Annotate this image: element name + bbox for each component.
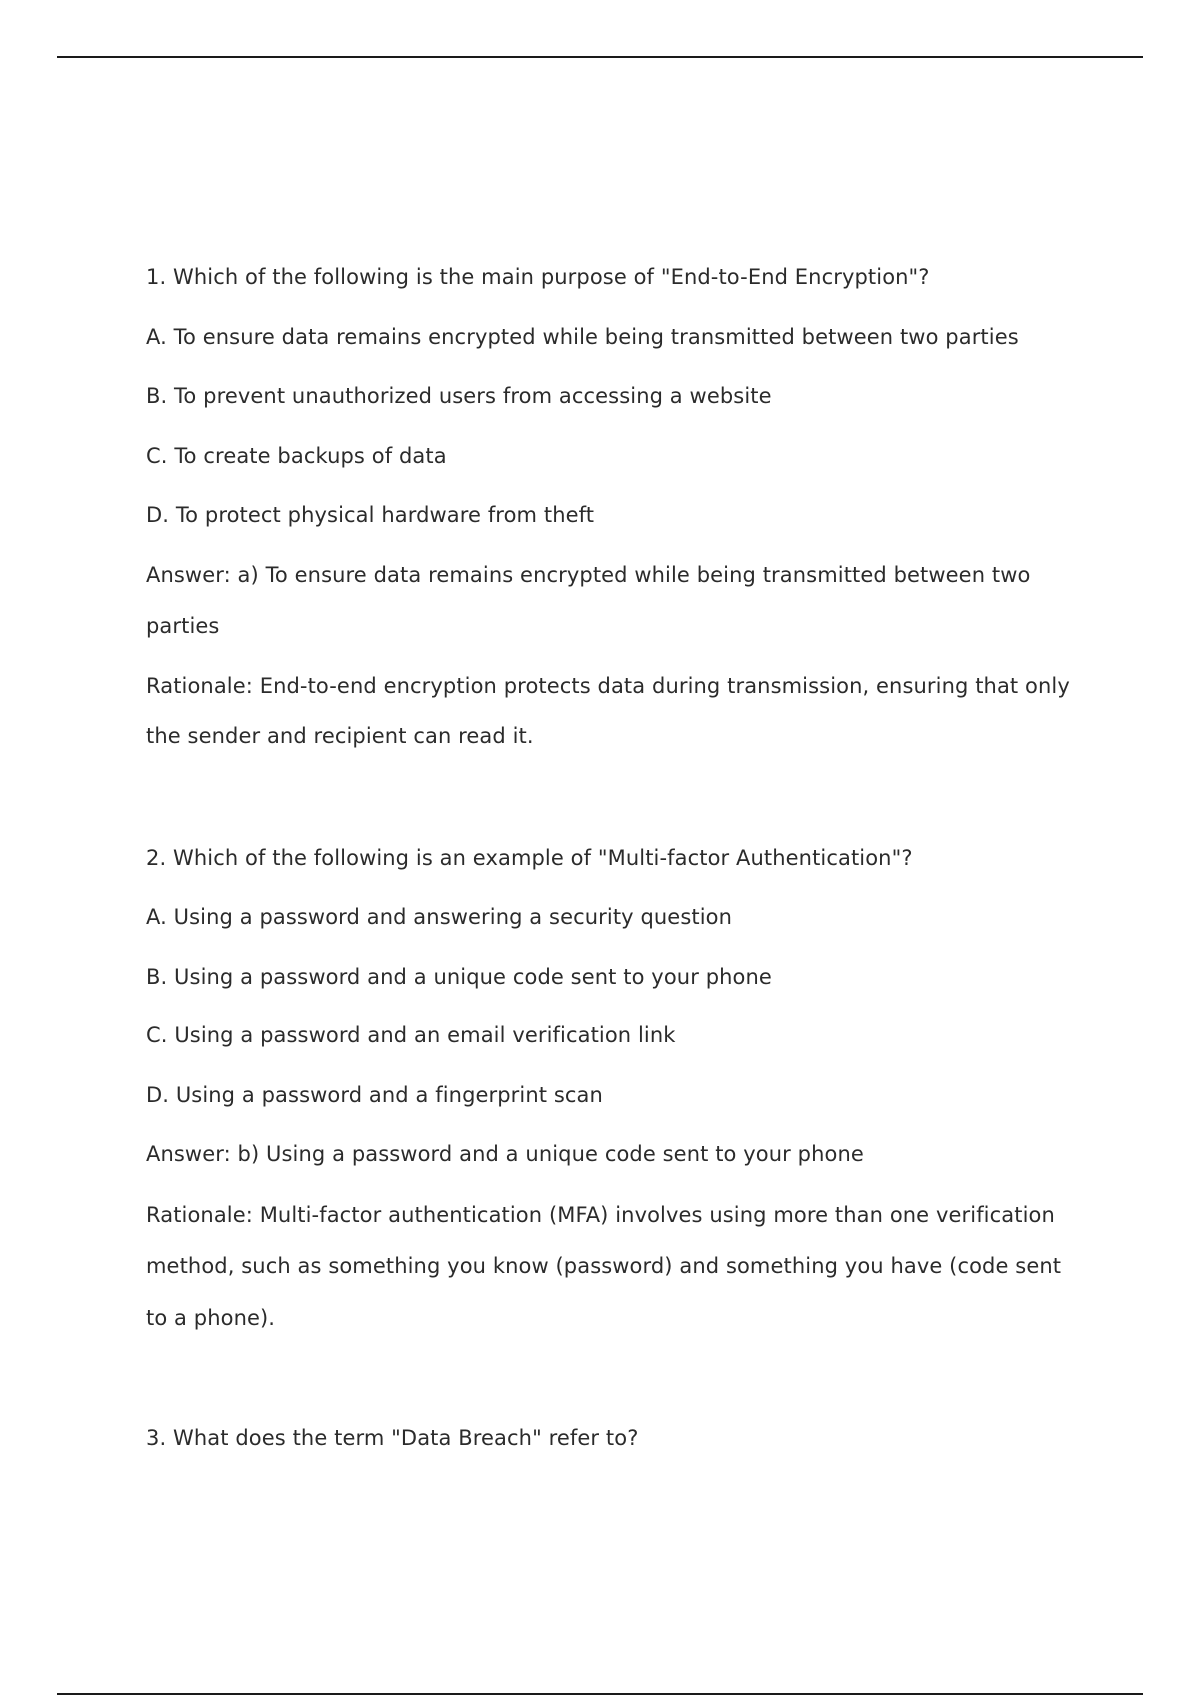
question-3-text: 3. What does the term "Data Breach" refer to? <box>146 1426 639 1450</box>
question-2-option-a: A. Using a password and answering a security question <box>146 905 732 929</box>
question-2-option-c: C. Using a password and an email verification link <box>146 1023 676 1047</box>
top-rule <box>57 56 1143 58</box>
question-1-option-a: A. To ensure data remains encrypted while being transmitted between two parties <box>146 325 1019 349</box>
question-2-text: 2. Which of the following is an example of "Multi-factor Authentication"? <box>146 846 913 870</box>
question-1-rationale: Rationale: End-to-end encryption protects data during transmission, ensuring that only <box>146 674 1070 698</box>
question-2-rationale-cont-2: to a phone). <box>146 1306 276 1330</box>
question-1-option-b: B. To prevent unauthorized users from accessing a website <box>146 384 772 408</box>
question-2-rationale-cont-1: method, such as something you know (password) and something you have (code sent <box>146 1254 1062 1278</box>
question-2-answer: Answer: b) Using a password and a unique code sent to your phone <box>146 1142 864 1166</box>
question-1-option-c: C. To create backups of data <box>146 444 447 468</box>
question-1-answer-cont: parties <box>146 614 220 638</box>
question-2-option-d: D. Using a password and a fingerprint scan <box>146 1083 603 1107</box>
bottom-rule <box>57 1693 1143 1695</box>
question-1-answer: Answer: a) To ensure data remains encrypted while being transmitted between two <box>146 563 1031 587</box>
question-2-rationale: Rationale: Multi-factor authentication (MFA) involves using more than one verification <box>146 1203 1055 1227</box>
question-1-rationale-cont: the sender and recipient can read it. <box>146 724 534 748</box>
question-1-text: 1. Which of the following is the main purpose of "End-to-End Encryption"? <box>146 265 930 289</box>
question-2-option-b: B. Using a password and a unique code sent to your phone <box>146 965 772 989</box>
question-1-option-d: D. To protect physical hardware from theft <box>146 503 595 527</box>
